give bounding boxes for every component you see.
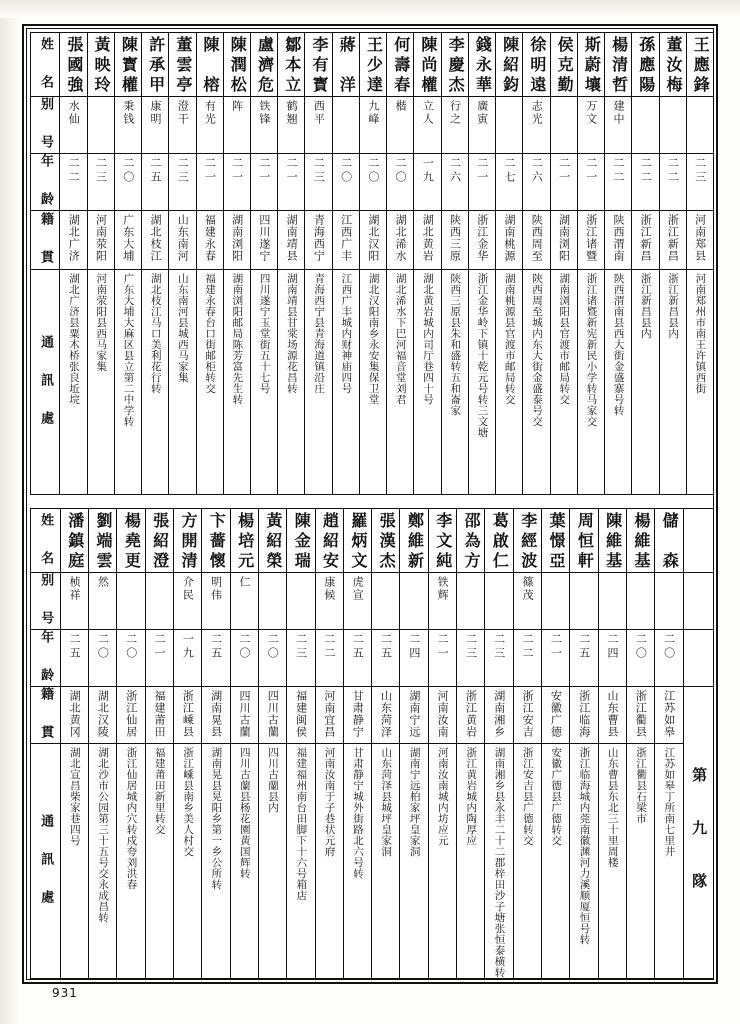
cell-age: 二五 (142, 154, 169, 211)
cell-address: 河南郑州市南王许镇西街 (686, 269, 713, 494)
table-row-alias (31, 97, 714, 154)
cell-address: 浙江临海城内莞南徽渊河力溪顺厦恒号转 (570, 744, 598, 979)
cell-native: 浙江新昌 (659, 211, 686, 270)
cell-address: 湖南靖县甘棠场源花昌转 (278, 269, 305, 494)
cell-address: 湖南晃县晃阳乡第一乡公所转 (202, 744, 230, 979)
cell-age: 二〇 (114, 154, 141, 211)
cell-name: 儲 森 (655, 509, 683, 573)
cell-age: 二五 (343, 630, 371, 687)
cell-native: 甘肃静宁 (343, 687, 371, 744)
cell-name: 潘鎮庭 (60, 509, 88, 573)
cell-address: 浙江仙居城内穴转戍夸刘洪春 (117, 744, 145, 979)
table-row-age (31, 630, 714, 687)
cell-native: 陕西周至 (523, 211, 550, 270)
cell-age: 二一 (278, 154, 305, 211)
cell-native: 青海西宁 (305, 211, 332, 270)
cell-native: 浙江衢县 (626, 687, 654, 744)
cell-name: 盧濟危 (251, 33, 278, 97)
cell-name: 陳 榕 (196, 33, 223, 97)
cell-address: 浙江黄岩城内陶厚应 (457, 744, 485, 979)
cell-name: 何壽春 (387, 33, 414, 97)
cell-empty (683, 630, 713, 687)
cell-age: 二〇 (359, 154, 386, 211)
cell-alias: 澄干 (169, 97, 196, 154)
cell-address: 河南汝南城内坊应元 (428, 744, 456, 979)
cell-alias: 建中 (605, 97, 632, 154)
cell-native: 浙江诸暨 (577, 211, 604, 270)
cell-alias: 康候 (315, 573, 343, 630)
cell-alias (87, 97, 114, 154)
column-header-name: 姓 名 (31, 509, 61, 573)
cell-address: 湖南浏阳县官渡市邮局转交 (550, 269, 577, 494)
cell-address: 湖南桃源县官渡市邮局转交 (496, 269, 523, 494)
cell-age: 二二 (513, 630, 541, 687)
cell-alias: 鹤翘 (278, 97, 305, 154)
cell-alias: 阵 (223, 97, 250, 154)
cell-alias: 水仙 (60, 97, 87, 154)
cell-age: 二三 (686, 154, 713, 211)
cell-name: 陳紹鈞 (496, 33, 523, 97)
cell-alias (496, 97, 523, 154)
cell-native: 河南荥阳 (87, 211, 114, 270)
column-header-native: 籍 貫 (31, 211, 60, 270)
cell-name: 周恒軒 (570, 509, 598, 573)
cell-address: 福建福州南台田脚下十六号箱店 (287, 744, 315, 979)
cell-age: 二三 (287, 630, 315, 687)
cell-alias (655, 573, 683, 630)
cell-name: 張國強 (60, 33, 87, 97)
cell-address: 福建莆田新里转交 (145, 744, 173, 979)
cell-native: 湖南湘乡 (485, 687, 513, 744)
cell-address: 山东南河县城西马家集 (169, 269, 196, 494)
cell-age: 二一 (428, 630, 456, 687)
cell-age: 二七 (496, 154, 523, 211)
cell-name: 葉憬亞 (542, 509, 570, 573)
column-header-name: 姓 名 (31, 33, 60, 97)
cell-age: 二二 (605, 154, 632, 211)
cell-native: 广东大埔 (114, 211, 141, 270)
cell-name: 楊培元 (230, 509, 258, 573)
cell-native: 安徽广德 (542, 687, 570, 744)
cell-native: 四川遂宁 (251, 211, 278, 270)
cell-name: 徐明遠 (523, 33, 550, 97)
cell-alias: 楷 (387, 97, 414, 154)
cell-name: 葛啟仁 (485, 509, 513, 573)
cell-native: 浙江黄岩 (457, 687, 485, 744)
cell-name: 邵為方 (457, 509, 485, 573)
cell-address: 河南荥阳县西马家集 (87, 269, 114, 494)
cell-address: 浙江新昌县内 (632, 269, 659, 494)
cell-native: 湖南靖县 (278, 211, 305, 270)
cell-age: 二一 (550, 154, 577, 211)
column-header-native: 籍 貫 (31, 687, 61, 744)
cell-address: 浙江新昌县内 (659, 269, 686, 494)
cell-name: 孫應陽 (632, 33, 659, 97)
cell-alias: 铁辉 (428, 573, 456, 630)
cell-age: 二五 (60, 630, 88, 687)
cell-native: 河南汝南 (428, 687, 456, 744)
cell-address: 湖北沙市公园第三十五号交永成昌转 (89, 744, 117, 979)
cell-age: 二三 (87, 154, 114, 211)
cell-native: 陕西三原 (441, 211, 468, 270)
cell-address: 四川遂宁玉堂街五十七号 (251, 269, 278, 494)
cell-age: 二二 (659, 154, 686, 211)
cell-age: 二一 (251, 154, 278, 211)
cell-name: 楊維基 (626, 509, 654, 573)
unit-label-cell: 第 九 隊 (683, 687, 713, 979)
roster-table-bottom (30, 508, 714, 978)
cell-native: 湖北汉陵 (89, 687, 117, 744)
cell-name: 蔣 洋 (332, 33, 359, 97)
cell-name: 許承甲 (142, 33, 169, 97)
table-row-address (31, 269, 714, 494)
cell-age: 二五 (202, 630, 230, 687)
cell-alias (400, 573, 428, 630)
cell-age: 二五 (570, 630, 598, 687)
cell-alias: 西平 (305, 97, 332, 154)
cell-age: 二〇 (655, 630, 683, 687)
cell-address: 安徽广德县广德转交 (542, 744, 570, 979)
cell-age: 二五 (372, 630, 400, 687)
cell-name: 鄭維新 (400, 509, 428, 573)
cell-native: 湖南宁远 (400, 687, 428, 744)
cell-name: 董汝梅 (659, 33, 686, 97)
cell-name: 方開清 (173, 509, 201, 573)
cell-alias: 有光 (196, 97, 223, 154)
cell-alias (287, 573, 315, 630)
cell-address: 广东大埔大麻区县立第二中学转 (114, 269, 141, 494)
cell-age: 二〇 (117, 630, 145, 687)
cell-address: 湖南宁远柏家坪皇家洞 (400, 744, 428, 979)
cell-alias: 志光 (523, 97, 550, 154)
cell-native: 江西广丰 (332, 211, 359, 270)
cell-native: 江苏如皋 (655, 687, 683, 744)
cell-alias (659, 97, 686, 154)
cell-name: 陳寳權 (114, 33, 141, 97)
cell-alias (542, 573, 570, 630)
paper-edge-top (0, 0, 740, 18)
cell-native: 陕西渭南 (605, 211, 632, 270)
cell-alias (332, 97, 359, 154)
roster-grid-bottom (30, 508, 714, 979)
cell-name: 斯蔚壤 (577, 33, 604, 97)
cell-native: 浙江仙居 (117, 687, 145, 744)
cell-name: 羅炳文 (343, 509, 371, 573)
cell-alias (632, 97, 659, 154)
cell-native: 福建永春 (196, 211, 223, 270)
page-number: 931 (52, 986, 78, 1000)
cell-address: 湖北宣昌柴家巷四号 (60, 744, 88, 979)
cell-native: 浙江嵊县 (173, 687, 201, 744)
cell-address: 甘肃静宁城外街路北六号转 (343, 744, 371, 979)
cell-age: 二一 (145, 630, 173, 687)
cell-address: 湖南浏阳邮局陈芳富先生转 (223, 269, 250, 494)
paper-edge-left (0, 0, 20, 1024)
cell-address: 湖北汉阳南乡永安集保卫堂 (359, 269, 386, 494)
cell-native: 福建闽侯 (287, 687, 315, 744)
cell-native: 湖南桃源 (496, 211, 523, 270)
cell-native: 湖南浏阳 (550, 211, 577, 270)
cell-name: 陳尚權 (414, 33, 441, 97)
cell-address: 四川古蘭县内 (258, 744, 286, 979)
cell-name: 李文純 (428, 509, 456, 573)
table-row-name (31, 509, 714, 573)
cell-address: 陕西渭南县西大街金盛寨号转 (605, 269, 632, 494)
cell-age: 二一 (196, 154, 223, 211)
cell-alias (457, 573, 485, 630)
table-row-name (31, 33, 714, 97)
cell-age: 二三 (169, 154, 196, 211)
cell-alias (570, 573, 598, 630)
cell-age: 二〇 (626, 630, 654, 687)
cell-native: 湖北枝江 (142, 211, 169, 270)
cell-address: 四川古蘭县杨花園黄国辉转 (230, 744, 258, 979)
cell-age: 二〇 (258, 630, 286, 687)
cell-age: 二〇 (387, 154, 414, 211)
cell-name: 王應鋒 (686, 33, 713, 97)
cell-alias: 行之 (441, 97, 468, 154)
cell-native: 湖北汉阳 (359, 211, 386, 270)
cell-address: 浙江嵊县南乡美人村交 (173, 744, 201, 979)
cell-empty (683, 573, 713, 630)
cell-native: 湖北黄冈 (60, 687, 88, 744)
cell-native: 福建莆田 (145, 687, 173, 744)
cell-alias: 虎宣 (343, 573, 371, 630)
cell-address: 山东菏泽县城坪皇家洞 (372, 744, 400, 979)
cell-alias (258, 573, 286, 630)
cell-address: 江西广丰城内财神庙四号 (332, 269, 359, 494)
cell-age: 二一 (223, 154, 250, 211)
cell-native: 浙江临海 (570, 687, 598, 744)
cell-alias: 桢祥 (60, 573, 88, 630)
cell-address: 河南汝南于子巷状元府 (315, 744, 343, 979)
cell-age: 二〇 (230, 630, 258, 687)
cell-native: 湖南晃县 (202, 687, 230, 744)
roster-table-top (30, 32, 714, 495)
cell-address: 江苏如皋丁所南七里井 (655, 744, 683, 979)
cell-age: 二二 (315, 630, 343, 687)
cell-native: 山东曹县 (598, 687, 626, 744)
cell-alias (485, 573, 513, 630)
cell-native: 山东南河 (169, 211, 196, 270)
cell-address: 山东曹县东北三十里周楼 (598, 744, 626, 979)
cell-alias: 秉钱 (114, 97, 141, 154)
cell-address: 湖北广济县粟木桥张良坵垸 (60, 269, 87, 494)
cell-name: 黃紹榮 (258, 509, 286, 573)
cell-native: 湖南浏阳 (223, 211, 250, 270)
cell-name: 張漢杰 (372, 509, 400, 573)
cell-native: 河南宜昌 (315, 687, 343, 744)
cell-age: 二三 (305, 154, 332, 211)
cell-native: 浙江金华 (468, 211, 495, 270)
cell-address: 浙江安吉县广德转交 (513, 744, 541, 979)
cell-address: 湖北枝江马口美利花行转 (142, 269, 169, 494)
cell-address: 浙江衢县石梁市 (626, 744, 654, 979)
cell-age: 二〇 (89, 630, 117, 687)
cell-address: 浙江诸暨新宪新民小学转马家交 (577, 269, 604, 494)
cell-age: 二三 (457, 630, 485, 687)
cell-alias (598, 573, 626, 630)
table-row-age (31, 154, 714, 211)
cell-age: 二一 (468, 154, 495, 211)
cell-name: 李慶杰 (441, 33, 468, 97)
cell-name: 侯克勤 (550, 33, 577, 97)
cell-native: 四川古蘭 (258, 687, 286, 744)
cell-native: 湖北广济 (60, 211, 87, 270)
cell-address: 湖北黄岩城内司厅巷四十号 (414, 269, 441, 494)
column-header-age: 年 龄 (31, 154, 60, 211)
cell-name: 王少達 (359, 33, 386, 97)
cell-native: 河南郑县 (686, 211, 713, 270)
cell-age: 二六 (441, 154, 468, 211)
cell-age: 二二 (60, 154, 87, 211)
cell-native: 湖北黄岩 (414, 211, 441, 270)
cell-name: 楊堯更 (117, 509, 145, 573)
cell-name: 錢永華 (468, 33, 495, 97)
cell-name: 李有寳 (305, 33, 332, 97)
cell-alias: 立人 (414, 97, 441, 154)
cell-native: 浙江新昌 (632, 211, 659, 270)
cell-name: 陳金瑞 (287, 509, 315, 573)
cell-alias (626, 573, 654, 630)
cell-name: 陳維基 (598, 509, 626, 573)
cell-alias: 明伟 (202, 573, 230, 630)
column-header-address: 通 訊 處 (31, 744, 61, 979)
cell-native: 四川古蘭 (230, 687, 258, 744)
cell-name: 趙紹安 (315, 509, 343, 573)
cell-age: 二一 (542, 630, 570, 687)
cell-name: 楊清哲 (605, 33, 632, 97)
cell-name: 劉端雲 (89, 509, 117, 573)
cell-alias: 九峰 (359, 97, 386, 154)
cell-alias: 铁锋 (251, 97, 278, 154)
table-row-native (31, 687, 714, 744)
cell-age: 二〇 (332, 154, 359, 211)
column-header-address: 通 訊 處 (31, 269, 60, 494)
cell-alias (686, 97, 713, 154)
cell-address: 青海西宁县青海道镇沿庄 (305, 269, 332, 494)
roster-grid-top (30, 32, 714, 495)
cell-address: 陕西三原县朱和盛转五和崙家 (441, 269, 468, 494)
cell-name: 黃映玲 (87, 33, 114, 97)
cell-age: 二四 (400, 630, 428, 687)
cell-alias: 万文 (577, 97, 604, 154)
cell-name: 卞薔懷 (202, 509, 230, 573)
cell-alias: 篠茂 (513, 573, 541, 630)
table-row-native (31, 211, 714, 270)
cell-age: 一九 (414, 154, 441, 211)
cell-native: 湖北浠水 (387, 211, 414, 270)
cell-alias: 康明 (142, 97, 169, 154)
cell-alias: 廣寅 (468, 97, 495, 154)
cell-native: 山东菏泽 (372, 687, 400, 744)
column-header-alias: 别 号 (31, 573, 61, 630)
cell-alias: 仁 (230, 573, 258, 630)
cell-name: 陳潤松 (223, 33, 250, 97)
cell-alias: 介民 (173, 573, 201, 630)
cell-age: 二六 (523, 154, 550, 211)
cell-age: 二四 (598, 630, 626, 687)
table-row-address (31, 744, 714, 979)
cell-address: 湖南湘乡县永丰二十二郡梓田沙子塘张恒泰横转 (485, 744, 513, 979)
cell-age: 一九 (173, 630, 201, 687)
cell-address: 陕西周至城内东大街金盛泰号交 (523, 269, 550, 494)
column-header-age: 年 龄 (31, 630, 61, 687)
cell-age: 二三 (485, 630, 513, 687)
cell-name: 鄒本立 (278, 33, 305, 97)
cell-address: 湖北浠水下巴河福音堂刘君 (387, 269, 414, 494)
cell-empty (683, 509, 713, 573)
cell-age: 二二 (632, 154, 659, 211)
cell-alias (145, 573, 173, 630)
cell-alias (372, 573, 400, 630)
cell-alias (550, 97, 577, 154)
cell-name: 李經波 (513, 509, 541, 573)
table-row-alias (31, 573, 714, 630)
roster-sheet (22, 24, 718, 984)
cell-name: 張紹澄 (145, 509, 173, 573)
cell-address: 福建永春台口街邮柜转交 (196, 269, 223, 494)
cell-alias: 然 (89, 573, 117, 630)
cell-native: 浙江安吉 (513, 687, 541, 744)
cell-alias (117, 573, 145, 630)
column-header-alias: 别 号 (31, 97, 60, 154)
cell-address: 浙江金华岭下镇十乾元号转三文塘 (468, 269, 495, 494)
cell-age: 二一 (577, 154, 604, 211)
cell-name: 董雲亭 (169, 33, 196, 97)
